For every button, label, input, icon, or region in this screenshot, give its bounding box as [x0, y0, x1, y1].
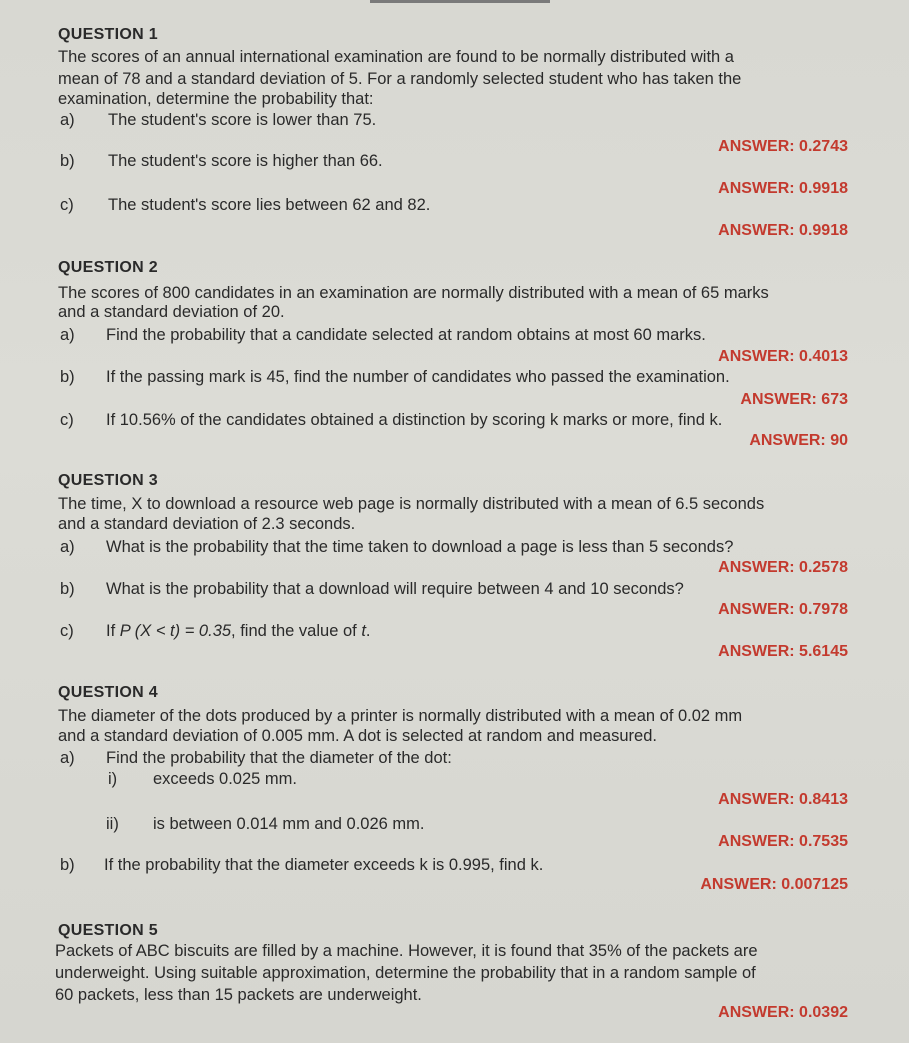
question-1-stem-line: mean of 78 and a standard deviation of 5. For a randomly selected student who has taken the — [58, 70, 742, 88]
question-3b-label: b) — [60, 580, 75, 598]
question-4-title: QUESTION 4 — [58, 684, 158, 701]
question-4a-i-text: exceeds 0.025 mm. — [153, 770, 297, 788]
question-2-title: QUESTION 2 — [58, 259, 158, 276]
question-3c-label: c) — [60, 622, 74, 640]
question-5-stem-line: Packets of ABC biscuits are filled by a machine. However, it is found that 35% of the packets are — [55, 942, 758, 960]
question-2a-answer: ANSWER: 0.4013 — [718, 348, 848, 365]
question-1b-answer: ANSWER: 0.9918 — [718, 180, 848, 197]
question-1c-text: The student's score lies between 62 and 82. — [108, 196, 431, 214]
question-3-title: QUESTION 3 — [58, 472, 158, 489]
question-2a-label: a) — [60, 326, 75, 344]
question-5-stem-line: underweight. Using suitable approximation, determine the probability that in a random sample of — [55, 964, 756, 982]
question-1-stem-line: examination, determine the probability that: — [58, 90, 374, 108]
question-2b-label: b) — [60, 368, 75, 386]
question-3a-label: a) — [60, 538, 75, 556]
question-4a-ii-answer: ANSWER: 0.7535 — [718, 833, 848, 850]
question-3c-math-expression: P (X < t) = 0.35 — [119, 622, 232, 640]
question-2-stem-line: The scores of 800 candidates in an examination are normally distributed with a mean of 65 marks — [58, 284, 769, 302]
question-3c-text — [106, 622, 371, 641]
question-2c-text: If 10.56% of the candidates obtained a distinction by scoring k marks or more, find k. — [106, 411, 723, 429]
question-3c-answer: ANSWER: 5.6145 — [718, 643, 848, 660]
question-3b-answer: ANSWER: 0.7978 — [718, 601, 848, 618]
question-5-answer: ANSWER: 0.0392 — [718, 1004, 848, 1021]
question-1b-text: The student's score is higher than 66. — [108, 152, 383, 170]
question-3a-answer: ANSWER: 0.2578 — [718, 559, 848, 576]
question-3-stem-line: and a standard deviation of 2.3 seconds. — [58, 515, 356, 533]
question-3b-text: What is the probability that a download will require between 4 and 10 seconds? — [106, 580, 684, 598]
question-4b-label: b) — [60, 856, 75, 874]
question-4a-i-label: i) — [108, 770, 118, 788]
question-1c-answer: ANSWER: 0.9918 — [718, 222, 848, 239]
question-5-stem-line: 60 packets, less than 15 packets are underweight. — [55, 986, 422, 1004]
question-1-stem-line: The scores of an annual international examination are found to be normally distributed with a — [58, 48, 734, 66]
question-1a-text: The student's score is lower than 75. — [108, 111, 377, 129]
question-4a-ii-text: is between 0.014 mm and 0.026 mm. — [153, 815, 425, 833]
question-3a-text: What is the probability that the time taken to download a page is less than 5 seconds? — [106, 538, 734, 556]
question-2c-answer: ANSWER: 90 — [749, 432, 848, 449]
question-1a-label: a) — [60, 111, 75, 129]
question-4a-label: a) — [60, 749, 75, 767]
question-2-stem-line: and a standard deviation of 20. — [58, 303, 285, 321]
question-1a-answer: ANSWER: 0.2743 — [718, 138, 848, 155]
question-1c-label: c) — [60, 196, 74, 214]
question-4b-answer: ANSWER: 0.007125 — [700, 876, 848, 893]
question-4b-text: If the probability that the diameter exceeds k is 0.995, find k. — [104, 856, 544, 874]
question-3c-variable: t — [361, 622, 366, 640]
question-3-stem-line: The time, X to download a resource web page is normally distributed with a mean of 6.5 seconds — [58, 495, 765, 513]
question-4-stem-line: The diameter of the dots produced by a printer is normally distributed with a mean of 0.02 mm — [58, 707, 743, 725]
question-4a-text: Find the probability that the diameter of the dot: — [106, 749, 452, 767]
question-1b-label: b) — [60, 152, 75, 170]
question-2c-label: c) — [60, 411, 74, 429]
question-3c-text-prefix: If — [106, 622, 120, 640]
question-5-title: QUESTION 5 — [58, 922, 158, 939]
question-3c-text-end: . — [365, 622, 371, 640]
question-4a-ii-label: ii) — [106, 815, 119, 833]
question-4a-i-answer: ANSWER: 0.8413 — [718, 791, 848, 808]
question-4-stem-line: and a standard deviation of 0.005 mm. A dot is selected at random and measured. — [58, 727, 657, 745]
question-2b-text: If the passing mark is 45, find the number of candidates who passed the examination. — [106, 368, 730, 386]
question-1-title: QUESTION 1 — [58, 26, 158, 43]
question-2a-text: Find the probability that a candidate selected at random obtains at most 60 marks. — [106, 326, 706, 344]
question-3c-text-middle: , find the value of — [231, 622, 362, 640]
question-2b-answer: ANSWER: 673 — [740, 391, 848, 408]
page-top-rule — [370, 0, 550, 3]
